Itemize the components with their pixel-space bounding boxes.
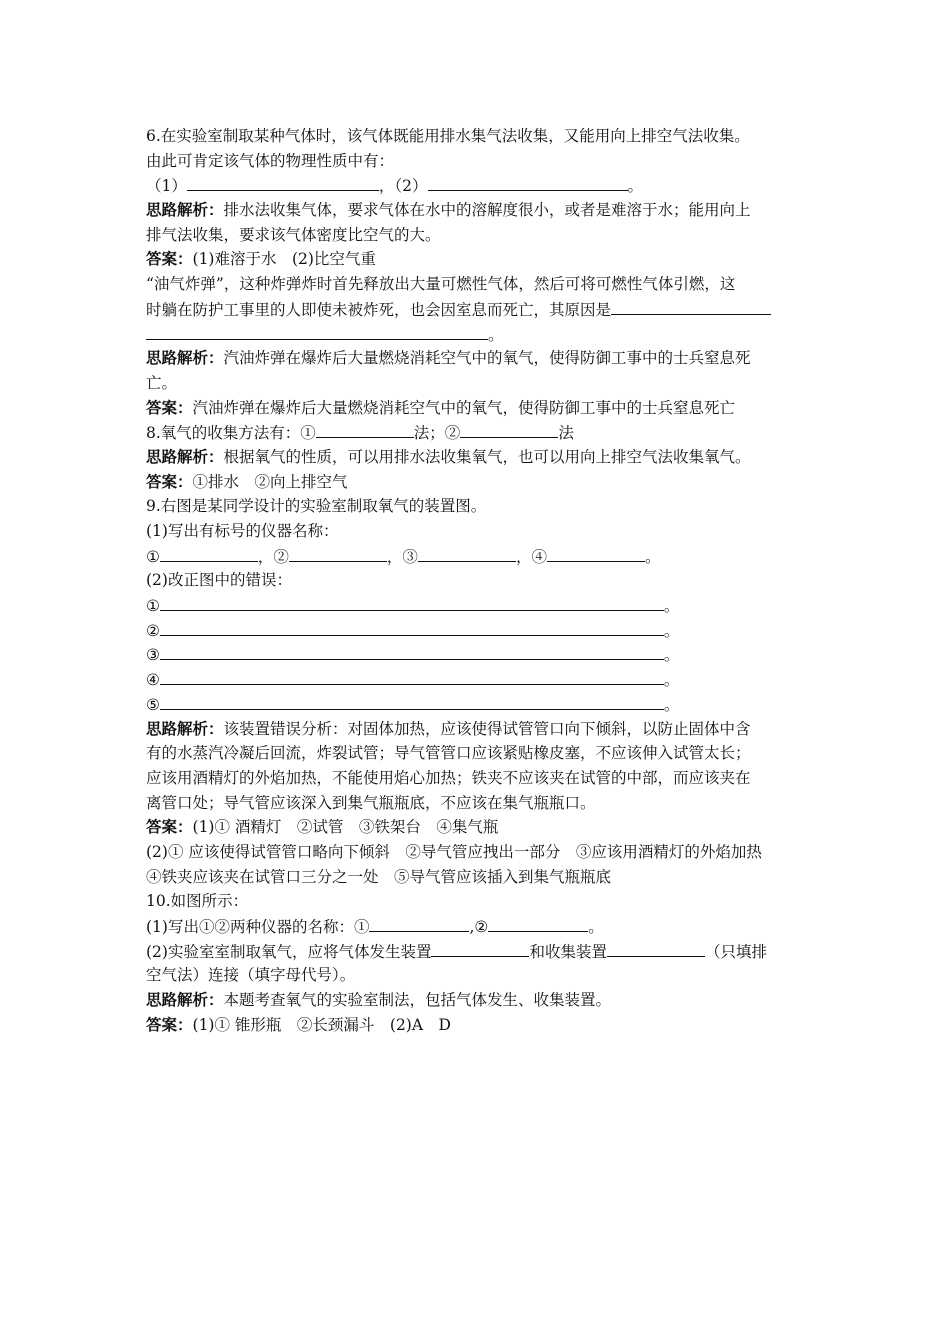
q6-answer bbox=[146, 247, 810, 272]
q10-answer-label: 答案： bbox=[146, 1014, 193, 1034]
q9-fix-period-5: 。 bbox=[663, 695, 680, 714]
q8-question bbox=[146, 420, 810, 445]
q9-mark-3: ，③ bbox=[386, 547, 418, 566]
q9-analysis-line4: 离管口处；导气管应该深入到集气瓶瓶底，不应该在集气瓶瓶口。 bbox=[146, 793, 596, 812]
q10-part2-line2: 空气法）连接（填字母代号）。 bbox=[146, 966, 356, 985]
q9-fix-period-4: 。 bbox=[663, 671, 680, 690]
q6-analysis-line2: 排气法收集，要求该气体密度比空气的大。 bbox=[146, 225, 441, 244]
q9-answer-line2: (2)① 应该使得试管管口略向下倾斜 ②导气管应拽出一部分 ③应该用酒精灯的外焰加热 bbox=[146, 842, 762, 861]
q10-part2-mid: 和收集装置 bbox=[529, 942, 607, 961]
q9-analysis-text1: 该装置错误分析：对固体加热，应该使得试管管口向下倾斜，以防止固体中含 bbox=[223, 719, 751, 738]
q9-fix-mark-4: ④ bbox=[146, 671, 160, 690]
q10-answer bbox=[146, 1013, 810, 1038]
q10-title: 10.如图所示： bbox=[146, 892, 249, 911]
q10-analysis-text: 本题考查氧气的实验室制法，包括气体发生、收集装置。 bbox=[223, 991, 612, 1010]
q7-line3 bbox=[146, 322, 810, 347]
q9-fix-4 bbox=[146, 667, 810, 692]
q7-end: 。 bbox=[488, 325, 504, 344]
q9-mark-4: ，④ bbox=[515, 547, 547, 566]
q8-answer-label: 答案： bbox=[146, 471, 193, 491]
q9-instrument-blank-1[interactable] bbox=[160, 544, 258, 562]
q9-answer-line1: (1)① 酒精灯 ②试管 ③铁架台 ④集气瓶 bbox=[192, 818, 499, 837]
q7-answer-label: 答案： bbox=[146, 397, 193, 417]
q7-analysis bbox=[146, 346, 810, 371]
q7-blank-a[interactable] bbox=[611, 297, 771, 315]
q9-instrument-blanks bbox=[146, 544, 810, 569]
q9-analysis-line2: 有的水蒸汽冷凝后回流，炸裂试管；导气管管口应该紧贴橡皮塞，不应该伸入试管太长； bbox=[146, 744, 751, 763]
q9-analysis bbox=[146, 717, 810, 742]
q7-analysis-text1: 汽油炸弹在爆炸后大量燃烧消耗空气中的氧气，使得防御工事中的士兵窒息死 bbox=[223, 349, 751, 368]
q9-fix-blank-3[interactable] bbox=[160, 642, 664, 660]
q8-answer bbox=[146, 470, 810, 495]
q7-answer bbox=[146, 396, 810, 421]
q9-fix-mark-1: ① bbox=[146, 597, 160, 616]
q8-suffix: 法 bbox=[558, 424, 574, 443]
q9-fix-blank-5[interactable] bbox=[160, 692, 664, 710]
q6-blank1-label: （1） bbox=[146, 177, 187, 196]
q8-blank1[interactable] bbox=[316, 420, 414, 438]
q9-part1: (1)写出有标号的仪器名称： bbox=[146, 522, 339, 540]
q9-mark-end: 。 bbox=[644, 547, 661, 566]
q8-prefix: 8.氧气的收集方法有：① bbox=[146, 424, 316, 443]
q10-blank4[interactable] bbox=[607, 939, 705, 957]
q8-mid: 法；② bbox=[413, 424, 461, 443]
document-page bbox=[146, 124, 810, 1037]
q8-analysis-label: 思路解析： bbox=[146, 446, 224, 466]
q9-fix-5 bbox=[146, 692, 810, 717]
q10-part2 bbox=[146, 939, 810, 964]
q9-fix-period-3: 。 bbox=[663, 646, 680, 665]
q7-line2 bbox=[146, 297, 810, 322]
q9-fix-blank-2[interactable] bbox=[160, 618, 664, 636]
q7-analysis-label: 思路解析： bbox=[146, 348, 224, 368]
q9-fix-3 bbox=[146, 642, 810, 667]
q9-fix-mark-2: ② bbox=[146, 621, 160, 640]
q9-mark-1: ① bbox=[146, 547, 160, 566]
q6-end: 。 bbox=[627, 177, 644, 196]
q7-analysis-line2: 亡。 bbox=[146, 373, 178, 392]
q10-part2-prefix: (2)实验室室制取氧气，应将气体发生装置 bbox=[146, 942, 432, 961]
q6-sep: ， bbox=[378, 177, 395, 196]
q9-instrument-blank-2[interactable] bbox=[289, 544, 387, 562]
q6-analysis-label: 思路解析： bbox=[146, 200, 224, 220]
q6-answer-text: (1)难溶于水 (2)比空气重 bbox=[192, 250, 376, 269]
q9-fix-blank-4[interactable] bbox=[160, 667, 664, 685]
q10-part1 bbox=[146, 914, 810, 939]
q6-line1: 6.在实验室制取某种气体时，该气体既能用排水集气法收集，又能用向上排空气法收集。 bbox=[146, 127, 750, 145]
q9-answer-label: 答案： bbox=[146, 817, 193, 837]
q10-blank1[interactable] bbox=[369, 914, 469, 932]
q9-fix-1 bbox=[146, 593, 810, 618]
q10-analysis bbox=[146, 988, 810, 1013]
q9-fix-period-2: 。 bbox=[663, 621, 680, 640]
q10-part1-mid: ,② bbox=[469, 918, 489, 936]
q9-fix-2 bbox=[146, 618, 810, 643]
q6-analysis-text1: 排水法收集气体，要求气体在水中的溶解度很小，或者是难溶于水；能用向上 bbox=[223, 201, 751, 220]
q6-line2: 由此可肯定该气体的物理性质中有： bbox=[146, 151, 395, 170]
q9-answer-line3: ④铁夹应该夹在试管口三分之一处 ⑤导气管应该插入到集气瓶瓶底 bbox=[146, 867, 612, 886]
q6-answer-label: 答案： bbox=[146, 249, 193, 269]
q6-blank2[interactable] bbox=[428, 173, 628, 191]
q9-instrument-blank-4[interactable] bbox=[547, 544, 645, 562]
q6-blank2-label: （2） bbox=[394, 177, 428, 196]
q10-part1-prefix: (1)写出①②两种仪器的名称：① bbox=[146, 918, 370, 936]
q10-part1-end: 。 bbox=[588, 918, 604, 936]
q7-line1: “油气炸弹”，这种炸弹炸时首先释放出大量可燃性气体，然后可将可燃性气体引燃，这 bbox=[146, 275, 736, 294]
q6-blanks bbox=[146, 173, 810, 198]
q10-part2-suffix: （只填排 bbox=[704, 942, 767, 961]
q8-analysis-text: 根据氧气的性质，可以用排水法收集氧气，也可以用向上排空气法收集氧气。 bbox=[223, 447, 751, 466]
q9-analysis-line3: 应该用酒精灯的外焰加热，不能使用焰心加热；铁夹不应该夹在试管的中部，而应该夹在 bbox=[146, 768, 751, 787]
q8-analysis bbox=[146, 445, 810, 470]
q7-blank-b[interactable] bbox=[146, 322, 488, 340]
q7-answer-text: 汽油炸弹在爆炸后大量燃烧消耗空气中的氧气，使得防御工事中的士兵窒息死亡 bbox=[192, 398, 736, 417]
q9-title: 9.右图是某同学设计的实验室制取氧气的装置图。 bbox=[146, 497, 487, 516]
q10-answer-text: (1)① 锥形瓶 ②长颈漏斗 (2)A D bbox=[192, 1015, 451, 1034]
q6-analysis bbox=[146, 198, 810, 223]
q9-fix-mark-3: ③ bbox=[146, 646, 160, 665]
q10-blank3[interactable] bbox=[431, 939, 529, 957]
q10-blank2[interactable] bbox=[488, 914, 588, 932]
q9-part2: (2)改正图中的错误： bbox=[146, 571, 292, 590]
q9-instrument-blank-3[interactable] bbox=[418, 544, 516, 562]
q9-analysis-label: 思路解析： bbox=[146, 718, 224, 738]
q9-fix-period-1: 。 bbox=[663, 597, 680, 616]
q6-blank1[interactable] bbox=[187, 173, 379, 191]
q9-fix-mark-5: ⑤ bbox=[146, 695, 160, 714]
q8-answer-text: ①排水 ②向上排空气 bbox=[192, 472, 348, 491]
q9-answer bbox=[146, 815, 810, 840]
q10-analysis-label: 思路解析： bbox=[146, 990, 224, 1010]
q7-line2-text: 时躺在防护工事里的人即使未被炸死，也会因室息而死亡，其原因是 bbox=[146, 300, 612, 319]
q8-blank2[interactable] bbox=[460, 420, 558, 438]
q9-fix-blank-1[interactable] bbox=[160, 593, 664, 611]
q9-mark-2: ，② bbox=[257, 547, 289, 566]
